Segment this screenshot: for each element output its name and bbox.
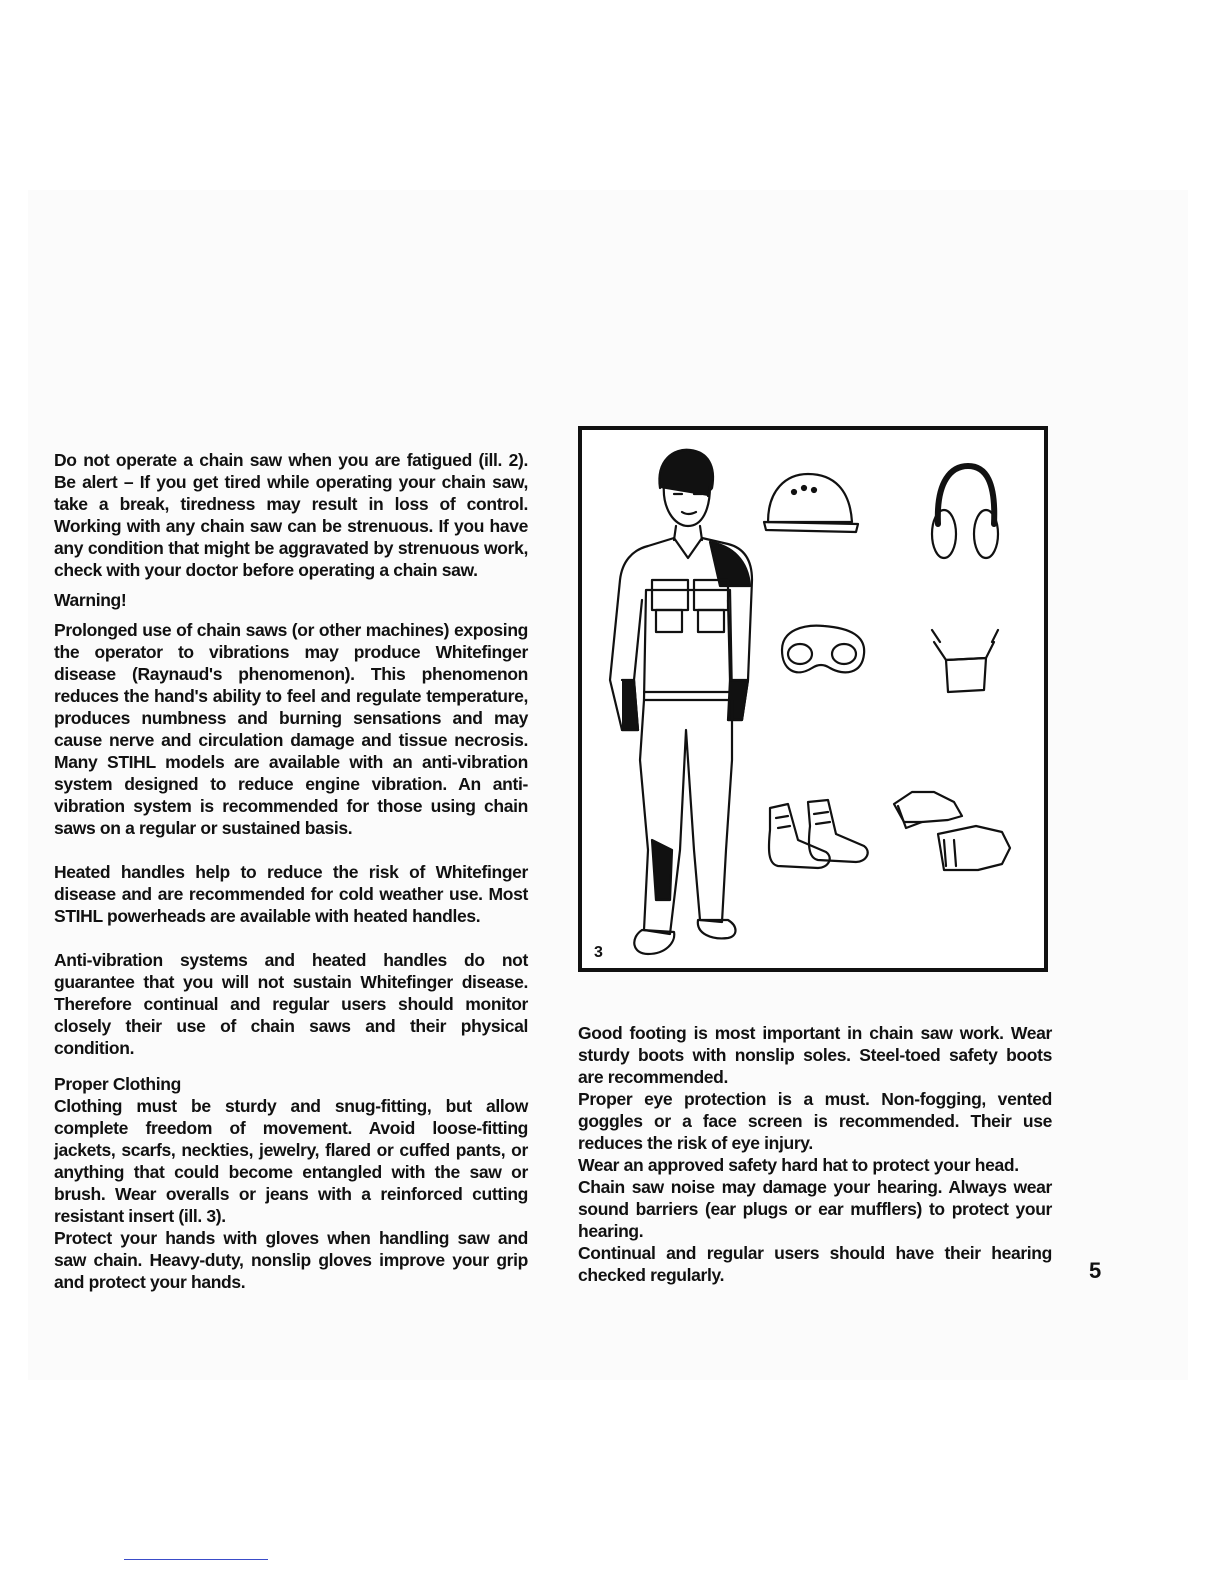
page-number: 5 xyxy=(1089,1258,1102,1283)
heated-handles-paragraph: Heated handles help to reduce the risk of Whitefinger disease and are recommended for cold weather use. Most STIHL powerheads are available with heated handles. xyxy=(54,862,528,926)
illustration-drawing xyxy=(582,430,1044,968)
warning-heading: Warning! xyxy=(54,590,127,610)
ear-muffs-icon xyxy=(932,466,998,558)
protective-equipment-illustration xyxy=(578,426,1048,972)
clothing-paragraph: Clothing must be sturdy and snug-fitting, but allow complete freedom of movement. Avoid loose-fitting jackets, scarfs, neckties, jewelry, flared or cuffed pants, or anything that could become entangled with the saw or brush. Wear overalls or jeans with a reinforced cutting resistant insert (ill. 3). xyxy=(54,1096,528,1226)
goggles-icon xyxy=(782,626,864,673)
figure-number: 3 xyxy=(594,944,603,961)
hearing-check-paragraph: Continual and regular users should have their hearing checked regularly. xyxy=(578,1243,1052,1285)
right-column xyxy=(578,1022,1052,1286)
underline-mark xyxy=(124,1559,268,1560)
no-guarantee-paragraph: Anti-vibration systems and heated handles do not guarantee that you will not sustain Whitefinger disease. Therefore continual and regular users should monitor closely their use of chain saws and their physical condition. xyxy=(54,950,528,1058)
eye-protection-paragraph: Proper eye protection is a must. Non-fogging, vented goggles or a face screen is recommended. Their use reduces the risk of eye injury. xyxy=(578,1089,1052,1153)
hard-hat-paragraph: Wear an approved safety hard hat to protect your head. xyxy=(578,1155,1019,1175)
whitefinger-paragraph: Prolonged use of chain saws (or other machines) exposing the operator to vibrations may produce Whitefinger disease (Raynaud's phenomenon). This phenomenon reduces the hand's ability to feel and regulate temperature, produces numbness and burning sensations and may cause nerve and circulation damage and tissue necrosis. Many STIHL models are available with an anti-vibration system designed to reduce engine vibration. An anti-vibration system is recommended for those using chain saws on a regular or sustained basis. xyxy=(54,620,528,838)
safety-boots-icon xyxy=(769,800,868,868)
footing-paragraph: Good footing is most important in chain saw work. Wear sturdy boots with nonslip soles. Steel-toed safety boots are recommended. xyxy=(578,1023,1052,1087)
gloves-paragraph: Protect your hands with gloves when handling saw and saw chain. Heavy-duty, nonslip gloves improve your grip and protect your hands. xyxy=(54,1228,528,1292)
worker-figure xyxy=(610,450,752,954)
left-column xyxy=(54,449,528,1293)
hearing-paragraph: Chain saw noise may damage your hearing. Always wear sound barriers (ear plugs or ear mufflers) to protect your hearing. xyxy=(578,1177,1052,1241)
gloves-icon xyxy=(894,792,1010,870)
fatigue-paragraph: Do not operate a chain saw when you are fatigued (ill. 2). Be alert – If you get tired while operating your chain saw, take a break, tiredness may result in loss of control. Working with any chain saw can be strenuous. If you have any condition that might be aggravated by strenuous work, check with your doctor before operating a chain saw. xyxy=(54,450,528,580)
hard-hat-icon xyxy=(764,474,858,532)
face-screen-icon xyxy=(932,630,998,692)
clothing-heading: Proper Clothing xyxy=(54,1074,181,1094)
